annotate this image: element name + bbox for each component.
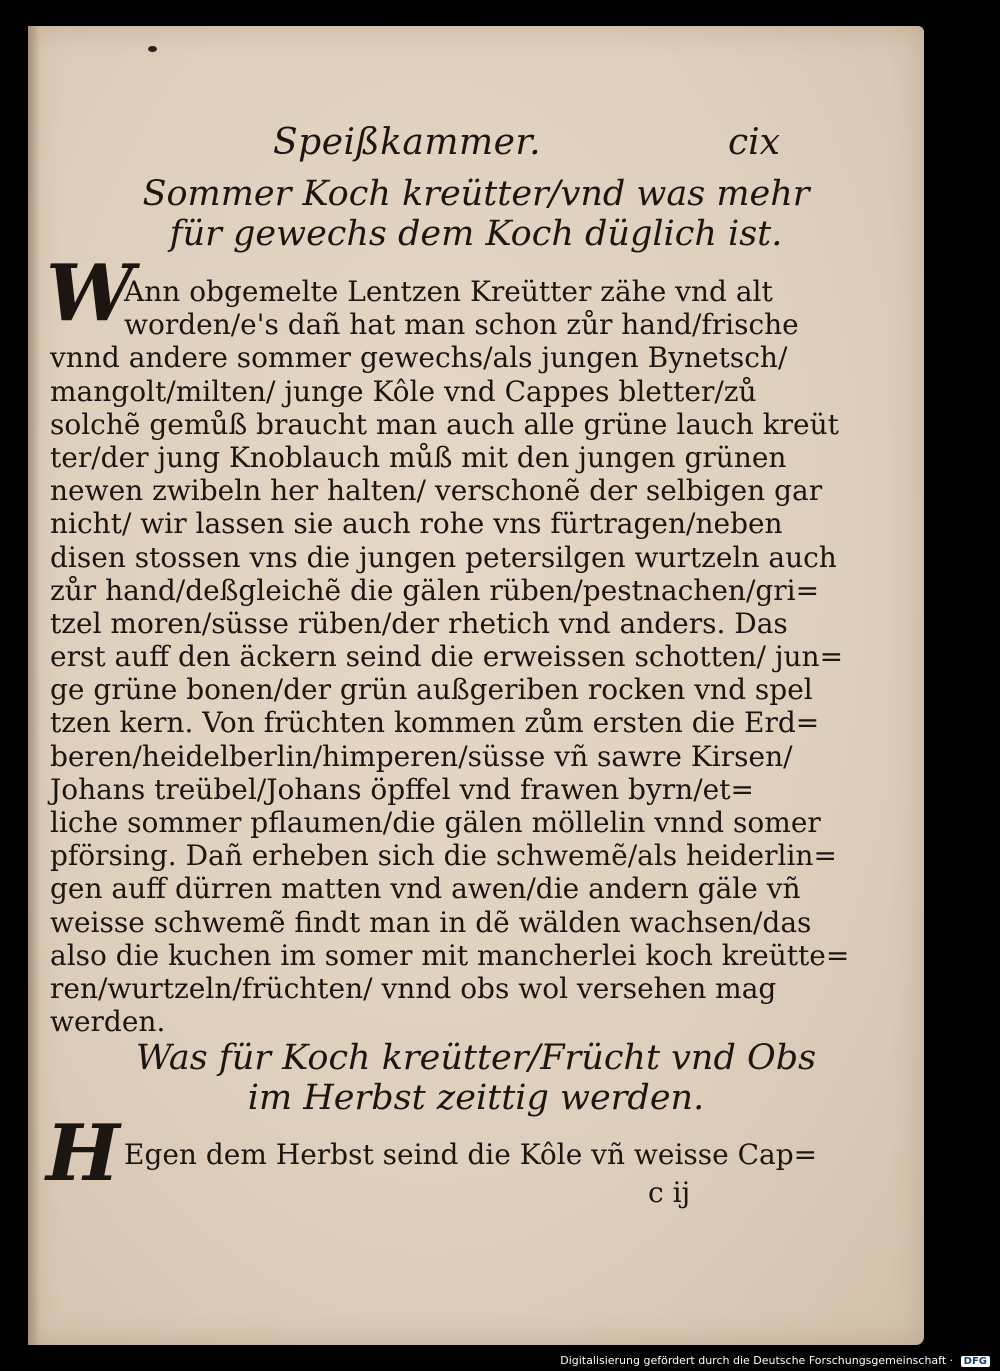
running-head-title: Speißkammer. xyxy=(273,122,542,163)
funding-credit: Digitalisierung gefördert durch die Deutsche Forschungsgemeinschaft · xyxy=(560,1354,954,1367)
text-line: pförsing. Dañ erheben sich die schwemẽ/als heiderlin= xyxy=(50,839,837,873)
dfg-logo: DFG xyxy=(961,1356,990,1367)
text-line: erst auff den äckern seind die erweissen schotten/ jun= xyxy=(50,640,844,674)
text-line: ge grüne bonen/der grün außgeriben rocken vnd spel xyxy=(50,673,813,707)
text-line: Ann obgemelte Lentzen Kreütter zähe vnd alt xyxy=(124,275,773,308)
text-line: beren/heidelberlin/himperen/süsse vñ sawre Kirsen/ xyxy=(50,739,793,773)
funding-footer xyxy=(560,1354,990,1367)
paragraph-summer-herbs xyxy=(50,275,850,1039)
folio-number: cix xyxy=(728,122,780,163)
ink-speck xyxy=(148,46,157,52)
text-line: ter/der jung Knoblauch můß mit den jungen grünen xyxy=(50,440,787,474)
text-line: also die kuchen im somer mit mancherlei koch kreütte= xyxy=(50,938,850,972)
text-line: mangolt/milten/ junge Kôle vnd Cappes bletter/zů xyxy=(50,374,757,408)
text-line: vnnd andere sommer gewechs/als jungen Bynetsch/ xyxy=(50,341,788,375)
text-line: solchẽ gemůß braucht man auch alle grüne lauch kreüt xyxy=(50,407,839,441)
dropcap-initial: W xyxy=(46,248,134,339)
section-heading-autumn xyxy=(28,1038,924,1118)
text-line: gen auff dürren matten vnd awen/die andern gäle vñ xyxy=(50,872,801,906)
text-line: Johans treübel/Johans öpffel vnd frawen byrn/et= xyxy=(50,772,754,806)
signature-mark: c ij xyxy=(648,1176,691,1209)
text-line: werden. xyxy=(50,1005,166,1039)
text-line: disen stossen vns die jungen petersilgen wurtzeln auch xyxy=(50,540,837,574)
book-page xyxy=(28,26,924,1345)
text-line: tzel moren/süsse rüben/der rhetich vnd anders. Das xyxy=(50,606,788,640)
text-line: zůr hand/deßgleichẽ die gälen rüben/pestnachen/gri= xyxy=(50,573,820,607)
heading-line: für gewechs dem Koch düglich ist. xyxy=(169,214,783,254)
text-line: newen zwibeln her halten/ verschonẽ der selbigen gar xyxy=(50,474,823,508)
section-heading-summer xyxy=(28,174,924,254)
text-line: liche sommer pflaumen/die gälen möllelin vnnd somer xyxy=(50,806,821,839)
text-line: nicht/ wir lassen sie auch rohe vns fürtragen/neben xyxy=(50,507,783,541)
text-line: ren/wurtzeln/früchten/ vnnd obs wol versehen mag xyxy=(50,971,777,1005)
text-line: tzen kern. Von früchten kommen zům ersten die Erd= xyxy=(50,706,820,740)
heading-line: im Herbst zeittig werden. xyxy=(247,1078,705,1118)
paragraph-autumn-herbs xyxy=(50,1138,818,1171)
text-line: worden/e's dañ hat man schon zůr hand/frische xyxy=(124,308,799,342)
text-line: Egen dem Herbst seind die Kôle vñ weisse Cap= xyxy=(124,1138,818,1171)
text-line: weisse schwemẽ findt man in dẽ wälden wachsen/das xyxy=(50,905,812,939)
running-head xyxy=(28,122,924,182)
heading-line: Sommer Koch kreütter/vnd was mehr xyxy=(142,174,810,214)
heading-line: Was für Koch kreütter/Frücht vnd Obs xyxy=(135,1038,817,1078)
dropcap-initial: H xyxy=(46,1108,120,1199)
